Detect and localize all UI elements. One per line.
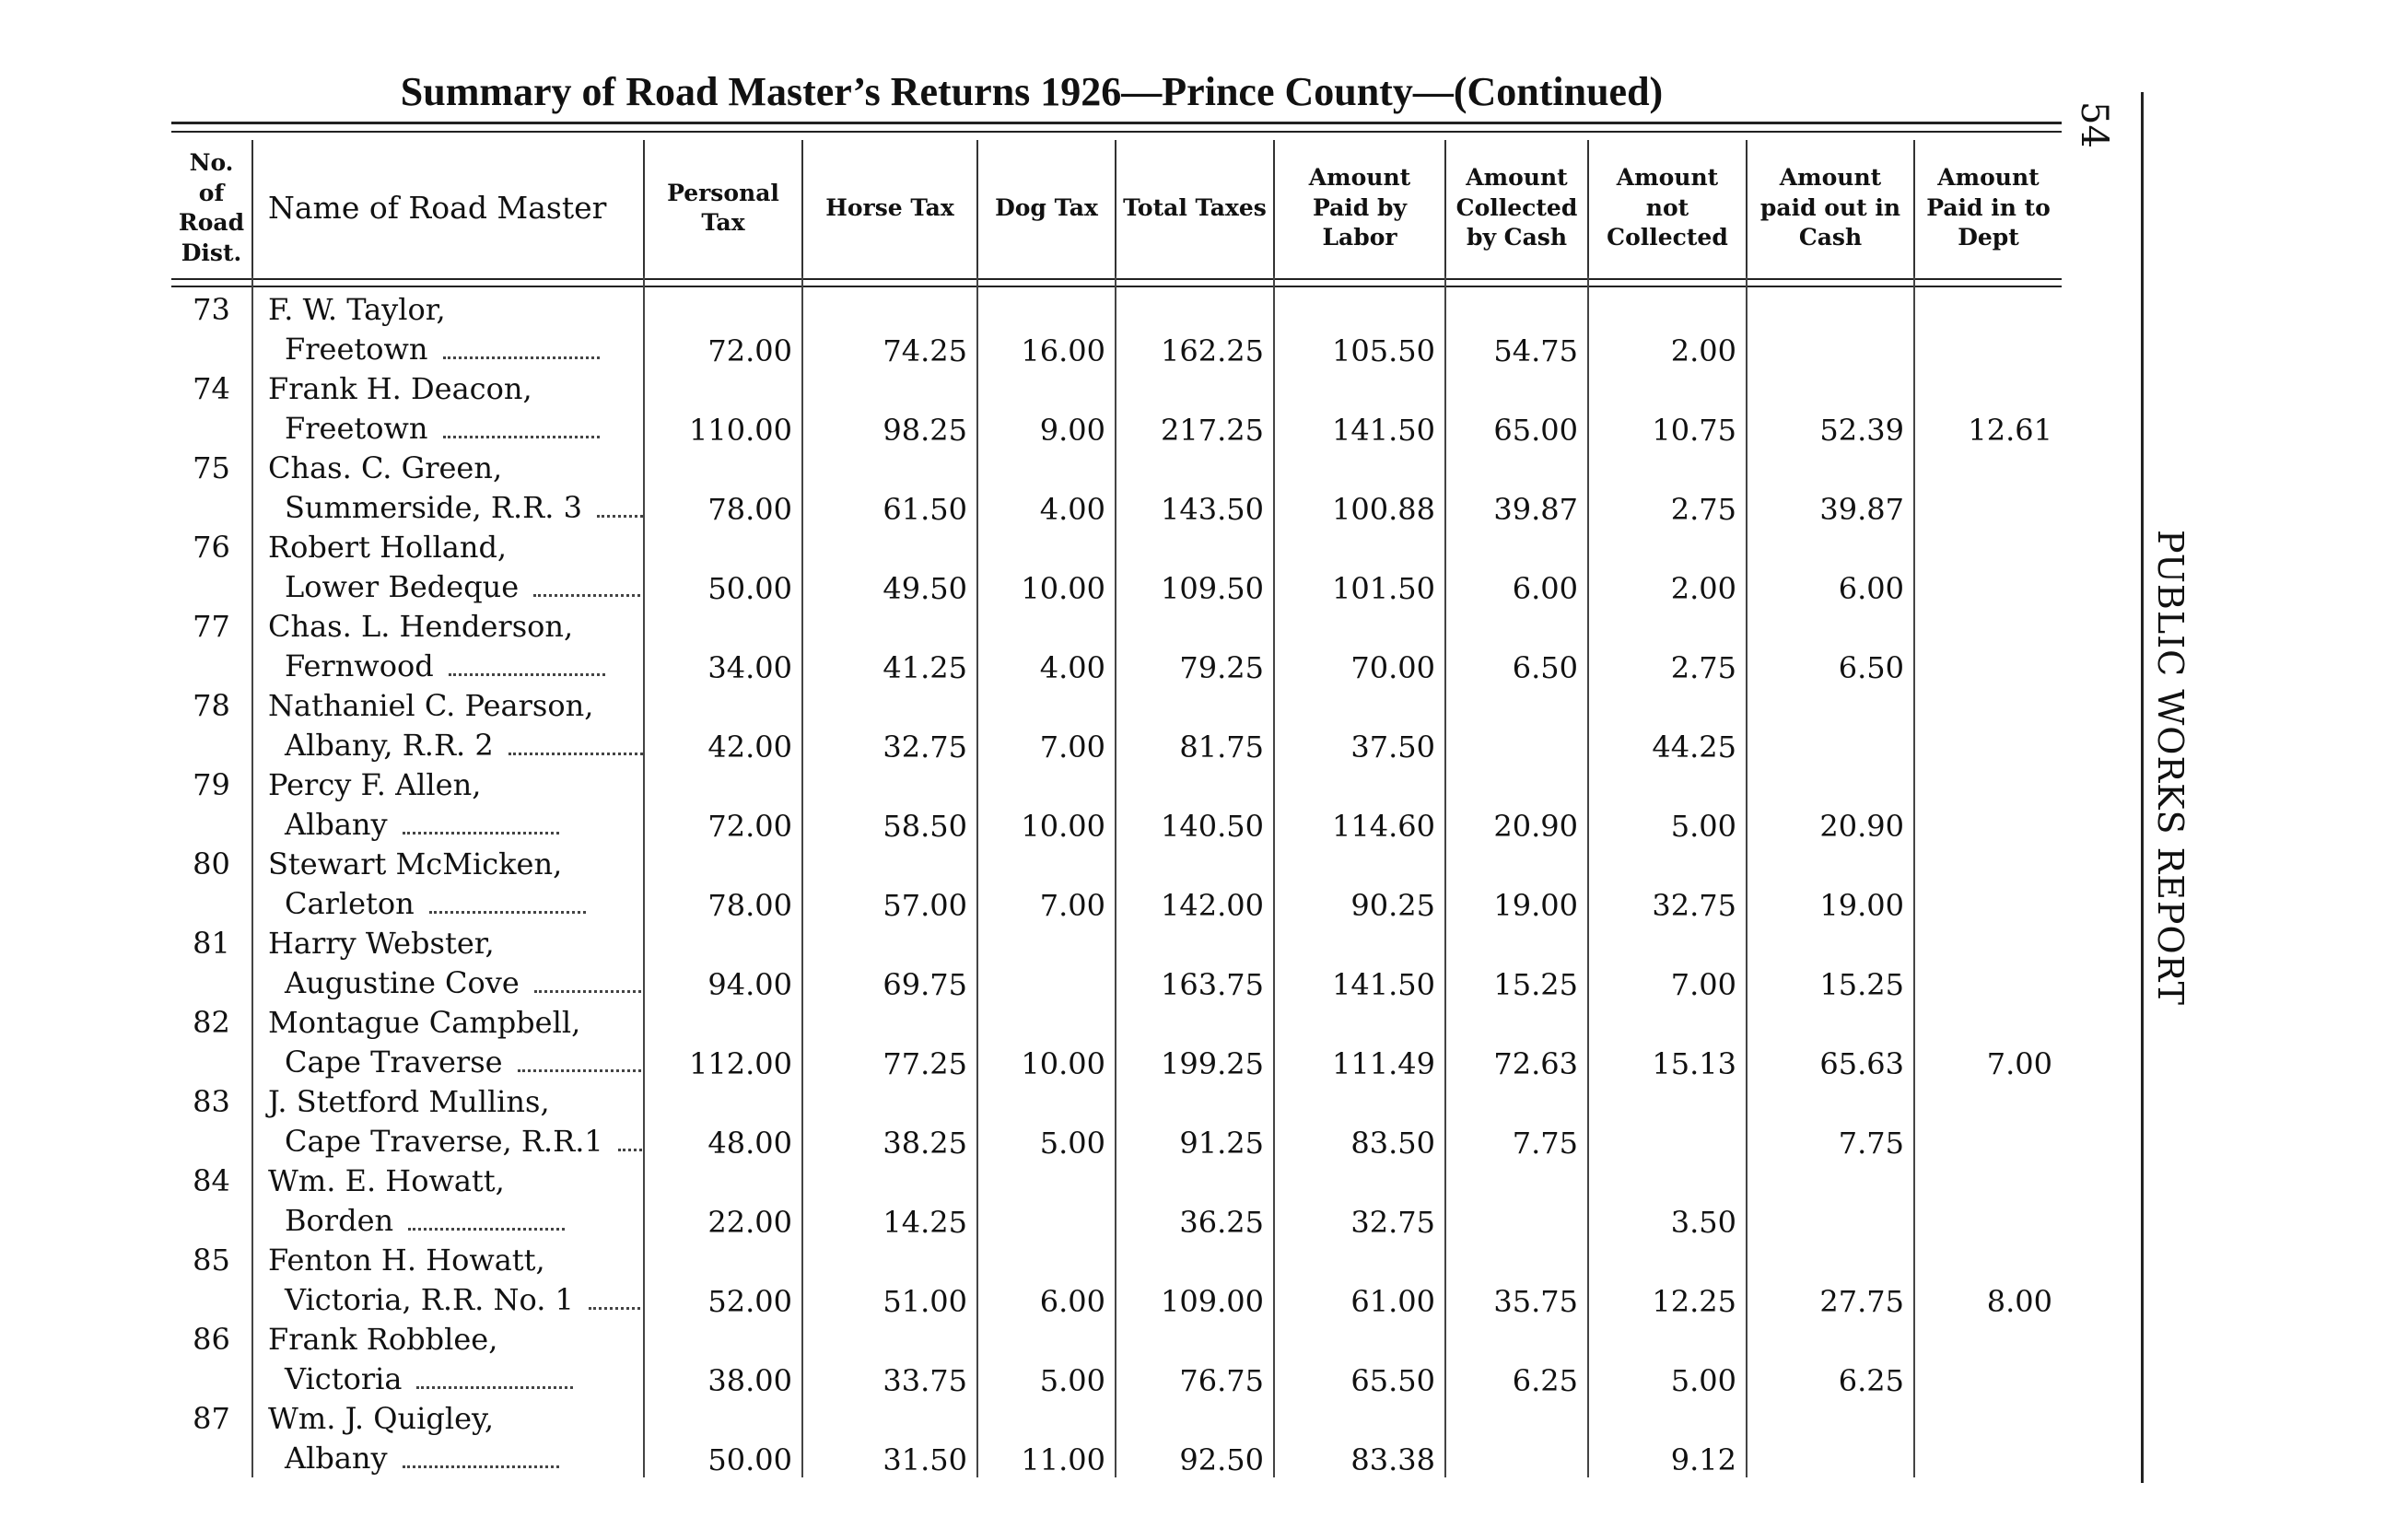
col-head-paid-out-cash: Amount paid out in Cash: [1747, 140, 1914, 276]
road-master-place: Summerside, R.R. 3: [285, 489, 582, 525]
cell-not-collected: 44.25: [1588, 725, 1747, 764]
col-head-dist: No. of Road Dist.: [171, 140, 252, 276]
cell-cash: [1445, 1200, 1588, 1240]
cell-not-collected: 5.00: [1588, 1359, 1747, 1398]
road-master-place: Carleton: [285, 885, 415, 921]
table-body: [171, 289, 2062, 1477]
cell-paid-out: [1747, 329, 1914, 368]
cell-total: 142.00: [1116, 883, 1274, 923]
road-master-name: Harry Webster,: [252, 923, 644, 963]
cell-not-collected: 7.00: [1588, 963, 1747, 1002]
top-double-rule-lower: [171, 131, 2062, 133]
cell-cash: [1445, 725, 1588, 764]
cell-paid-out: [1747, 1200, 1914, 1240]
table-row: [171, 606, 2062, 646]
margin-rule: [2141, 92, 2144, 1483]
cell-total: 109.50: [1116, 566, 1274, 606]
cell-personal: 38.00: [644, 1359, 802, 1398]
cell-cash: 15.25: [1445, 963, 1588, 1002]
page-number: 54: [2073, 101, 2115, 148]
cell-personal: 78.00: [644, 883, 802, 923]
road-district-number: 80: [171, 844, 252, 883]
road-district-number: 74: [171, 368, 252, 408]
cell-paid-dept: 7.00: [1986, 1046, 2052, 1081]
table-row-values: [171, 725, 2062, 764]
cell-personal: 22.00: [644, 1200, 802, 1240]
dot-leader: [534, 986, 644, 993]
table-row: [171, 685, 2062, 725]
cell-paid-out: [1747, 725, 1914, 764]
table-row-values: [171, 646, 2062, 685]
road-district-number: 81: [171, 923, 252, 963]
road-master-name: Wm. J. Quigley,: [252, 1398, 644, 1438]
cell-paid-dept: [1914, 804, 2062, 844]
cell-cash: 54.75: [1445, 329, 1588, 368]
road-district-number: 79: [171, 764, 252, 804]
cell-labor: 83.50: [1274, 1121, 1445, 1161]
cell-cash: 65.00: [1445, 408, 1588, 448]
cell-personal: 112.00: [644, 1042, 802, 1081]
cell-cash: 20.90: [1445, 804, 1588, 844]
running-head: PUBLIC WORKS REPORT: [2150, 530, 2191, 1006]
road-master-place: Albany: [285, 1440, 388, 1476]
cell-total: 217.25: [1116, 408, 1274, 448]
road-master-place: Victoria, R.R. No. 1: [285, 1281, 574, 1317]
road-master-place: Lower Bedeque: [285, 568, 520, 604]
cell-paid-dept: [1914, 725, 2062, 764]
road-master-place: Cape Traverse, R.R.1: [285, 1123, 603, 1159]
cell-total: 76.75: [1116, 1359, 1274, 1398]
table-row: [171, 923, 2062, 963]
cell-cash: 6.50: [1445, 646, 1588, 685]
table-row: [171, 1319, 2062, 1359]
cell-not-collected: 12.25: [1588, 1279, 1747, 1319]
cell-paid-out: [1747, 1438, 1914, 1477]
cell-dog: 5.00: [977, 1359, 1116, 1398]
cell-dog: 5.00: [977, 1121, 1116, 1161]
cell-total: 109.00: [1116, 1279, 1274, 1319]
road-district-number: 86: [171, 1319, 252, 1359]
cell-paid-out: 15.25: [1747, 963, 1914, 1002]
cell-total: 79.25: [1116, 646, 1274, 685]
cell-dog: 4.00: [977, 487, 1116, 527]
cell-dog: 6.00: [977, 1279, 1116, 1319]
top-double-rule-upper: [171, 122, 2062, 124]
cell-cash: 7.75: [1445, 1121, 1588, 1161]
table-row-values: [171, 804, 2062, 844]
table-row: [171, 1161, 2062, 1200]
cell-cash: 19.00: [1445, 883, 1588, 923]
cell-personal: 50.00: [644, 566, 802, 606]
cell-horse: 32.75: [802, 725, 977, 764]
cell-horse: 38.25: [802, 1121, 977, 1161]
cell-horse: 51.00: [802, 1279, 977, 1319]
col-head-name: Name of Road Master: [252, 140, 644, 276]
dot-leader: [403, 828, 559, 835]
table-row-values: [171, 408, 2062, 448]
table-row-values: [171, 1042, 2062, 1081]
page-title: Summary of Road Master’s Returns 1926—Prince County—(Continued): [400, 69, 1664, 114]
cell-personal: 78.00: [644, 487, 802, 527]
table-row: [171, 1081, 2062, 1121]
cell-paid-dept: [1914, 883, 2062, 923]
table-row-values: [171, 329, 2062, 368]
cell-paid-out: 65.63: [1747, 1042, 1914, 1081]
col-head-paid-to-dept: Amount Paid in to Dept: [1926, 164, 2051, 251]
cell-dog: 11.00: [977, 1438, 1116, 1477]
cell-paid-out: 7.75: [1747, 1121, 1914, 1161]
cell-personal: 34.00: [644, 646, 802, 685]
cell-total: 91.25: [1116, 1121, 1274, 1161]
road-district-number: 85: [171, 1240, 252, 1279]
cell-cash: 35.75: [1445, 1279, 1588, 1319]
cell-paid-dept: [1914, 1121, 2062, 1161]
cell-not-collected: 2.00: [1588, 329, 1747, 368]
table-row-values: [171, 1121, 2062, 1161]
road-master-place: Victoria: [285, 1360, 403, 1396]
cell-dog: [977, 1200, 1116, 1240]
cell-labor: 105.50: [1274, 329, 1445, 368]
cell-not-collected: 2.75: [1588, 487, 1747, 527]
table-row-values: [171, 963, 2062, 1002]
road-master-place: Cape Traverse: [285, 1044, 503, 1080]
cell-paid-dept: [1914, 646, 2062, 685]
table-row-values: [171, 1200, 2062, 1240]
cell-horse: 49.50: [802, 566, 977, 606]
table-row: [171, 764, 2062, 804]
cell-labor: 100.88: [1274, 487, 1445, 527]
cell-not-collected: 3.50: [1588, 1200, 1747, 1240]
road-master-name: Montague Campbell,: [252, 1002, 644, 1042]
road-master-name: F. W. Taylor,: [252, 289, 644, 329]
road-master-name: Percy F. Allen,: [252, 764, 644, 804]
cell-paid-dept: [1914, 1200, 2062, 1240]
table-row: [171, 448, 2062, 487]
cell-personal: 72.00: [644, 804, 802, 844]
cell-paid-out: 6.00: [1747, 566, 1914, 606]
cell-horse: 61.50: [802, 487, 977, 527]
road-master-place: Augustine Cove: [285, 964, 520, 1000]
cell-personal: 52.00: [644, 1279, 802, 1319]
road-district-number: 76: [171, 527, 252, 566]
dot-leader: [589, 1303, 644, 1310]
cell-paid-dept: [1914, 1438, 2062, 1477]
road-master-returns-table: [171, 140, 2062, 1477]
cell-cash: 6.25: [1445, 1359, 1588, 1398]
road-master-place: Freetown: [285, 331, 428, 367]
cell-horse: 31.50: [802, 1438, 977, 1477]
cell-horse: 41.25: [802, 646, 977, 685]
road-master-name: Frank Robblee,: [252, 1319, 644, 1359]
cell-labor: 111.49: [1274, 1042, 1445, 1081]
cell-dog: 7.00: [977, 725, 1116, 764]
cell-total: 199.25: [1116, 1042, 1274, 1081]
table-row-values: [171, 566, 2062, 606]
cell-horse: 33.75: [802, 1359, 977, 1398]
dot-leader: [443, 353, 600, 359]
road-district-number: 83: [171, 1081, 252, 1121]
road-district-number: 87: [171, 1398, 252, 1438]
road-master-name: Chas. C. Green,: [252, 448, 644, 487]
cell-horse: 14.25: [802, 1200, 977, 1240]
dot-leader: [443, 432, 600, 438]
cell-not-collected: 2.00: [1588, 566, 1747, 606]
cell-labor: 141.50: [1274, 408, 1445, 448]
road-district-number: 84: [171, 1161, 252, 1200]
cell-dog: [977, 963, 1116, 1002]
road-master-name: Wm. E. Howatt,: [252, 1161, 644, 1200]
road-master-place: Freetown: [285, 410, 428, 446]
table-row-values: [171, 883, 2062, 923]
cell-personal: 48.00: [644, 1121, 802, 1161]
road-master-name: Fenton H. Howatt,: [252, 1240, 644, 1279]
cell-labor: 70.00: [1274, 646, 1445, 685]
cell-dog: 9.00: [977, 408, 1116, 448]
cell-total: 143.50: [1116, 487, 1274, 527]
cell-paid-dept: [1914, 963, 2062, 1002]
table-row: [171, 368, 2062, 408]
cell-labor: 61.00: [1274, 1279, 1445, 1319]
cell-not-collected: 9.12: [1588, 1438, 1747, 1477]
cell-not-collected: [1588, 1121, 1747, 1161]
col-head-not-collected: Amount not Collected: [1588, 140, 1747, 276]
table-row: [171, 844, 2062, 883]
col-head-total-taxes: Total Taxes: [1116, 140, 1274, 276]
road-master-name: Robert Holland,: [252, 527, 644, 566]
cell-labor: 114.60: [1274, 804, 1445, 844]
road-master-place: Fernwood: [285, 648, 434, 683]
road-district-number: 77: [171, 606, 252, 646]
road-master-name: Chas. L. Henderson,: [252, 606, 644, 646]
cell-personal: 42.00: [644, 725, 802, 764]
table-row: [171, 1240, 2062, 1279]
col-head-personal-tax: Personal Tax: [644, 140, 802, 276]
road-master-place: Borden: [285, 1202, 394, 1238]
road-master-name: Nathaniel C. Pearson,: [252, 685, 644, 725]
dot-leader: [429, 907, 586, 914]
cell-horse: 98.25: [802, 408, 977, 448]
road-district-number: 73: [171, 289, 252, 329]
cell-total: 36.25: [1116, 1200, 1274, 1240]
dot-leader: [416, 1383, 573, 1389]
cell-personal: 94.00: [644, 963, 802, 1002]
cell-personal: 50.00: [644, 1438, 802, 1477]
cell-dog: 4.00: [977, 646, 1116, 685]
road-master-name: J. Stetford Mullins,: [252, 1081, 644, 1121]
cell-paid-out: 20.90: [1747, 804, 1914, 844]
header-row: [171, 140, 2062, 276]
cell-not-collected: 32.75: [1588, 883, 1747, 923]
cell-labor: 101.50: [1274, 566, 1445, 606]
cell-cash: 72.63: [1445, 1042, 1588, 1081]
cell-paid-dept: [1914, 1359, 2062, 1398]
road-district-number: 82: [171, 1002, 252, 1042]
cell-cash: 39.87: [1445, 487, 1588, 527]
cell-horse: 69.75: [802, 963, 977, 1002]
cell-personal: 72.00: [644, 329, 802, 368]
cell-total: 163.75: [1116, 963, 1274, 1002]
cell-dog: 16.00: [977, 329, 1116, 368]
col-head-collected-by-cash: Amount Collected by Cash: [1445, 140, 1588, 276]
cell-horse: 57.00: [802, 883, 977, 923]
cell-paid-out: 6.25: [1747, 1359, 1914, 1398]
table-row: [171, 527, 2062, 566]
table-row: [171, 289, 2062, 329]
cell-labor: 90.25: [1274, 883, 1445, 923]
cell-total: 81.75: [1116, 725, 1274, 764]
cell-cash: 6.00: [1445, 566, 1588, 606]
dot-leader: [518, 1066, 644, 1072]
cell-paid-out: 27.75: [1747, 1279, 1914, 1319]
table-row: [171, 1398, 2062, 1438]
table-row-values: [171, 1359, 2062, 1398]
cell-labor: 37.50: [1274, 725, 1445, 764]
cell-not-collected: 15.13: [1588, 1042, 1747, 1081]
cell-paid-dept: 8.00: [1986, 1284, 2052, 1319]
cell-labor: 65.50: [1274, 1359, 1445, 1398]
cell-horse: 58.50: [802, 804, 977, 844]
table-row: [171, 1002, 2062, 1042]
cell-labor: 83.38: [1274, 1438, 1445, 1477]
dot-leader: [533, 590, 644, 597]
cell-paid-out: 19.00: [1747, 883, 1914, 923]
cell-total: 140.50: [1116, 804, 1274, 844]
road-master-place: Albany: [285, 806, 388, 842]
road-master-name: Stewart McMicken,: [252, 844, 644, 883]
table-row-values: [171, 487, 2062, 527]
cell-dog: 7.00: [977, 883, 1116, 923]
cell-not-collected: 2.75: [1588, 646, 1747, 685]
cell-not-collected: 10.75: [1588, 408, 1747, 448]
dot-leader: [408, 1224, 565, 1231]
cell-labor: 141.50: [1274, 963, 1445, 1002]
col-head-horse-tax: Horse Tax: [802, 140, 977, 276]
cell-paid-dept: [1914, 566, 2062, 606]
cell-paid-dept: 12.61: [1968, 413, 2052, 448]
table-row-values: [171, 1438, 2062, 1477]
cell-paid-dept: [1914, 487, 2062, 527]
cell-paid-dept: [1914, 329, 2062, 368]
cell-horse: 74.25: [802, 329, 977, 368]
dot-leader: [449, 670, 605, 676]
road-district-number: 75: [171, 448, 252, 487]
cell-cash: [1445, 1438, 1588, 1477]
cell-total: 162.25: [1116, 329, 1274, 368]
cell-dog: 10.00: [977, 1042, 1116, 1081]
table-row-values: [171, 1279, 2062, 1319]
cell-total: 92.50: [1116, 1438, 1274, 1477]
dot-leader: [618, 1145, 644, 1151]
cell-dog: 10.00: [977, 804, 1116, 844]
dot-leader: [597, 511, 644, 518]
dot-leader: [508, 749, 644, 755]
cell-dog: 10.00: [977, 566, 1116, 606]
road-master-name: Frank H. Deacon,: [252, 368, 644, 408]
road-master-place: Albany, R.R. 2: [285, 727, 494, 763]
cell-labor: 32.75: [1274, 1200, 1445, 1240]
road-district-number: 78: [171, 685, 252, 725]
cell-horse: 77.25: [802, 1042, 977, 1081]
col-head-paid-by-labor: Amount Paid by Labor: [1274, 140, 1445, 276]
cell-not-collected: 5.00: [1588, 804, 1747, 844]
cell-personal: 110.00: [644, 408, 802, 448]
col-head-dog-tax: Dog Tax: [977, 140, 1116, 276]
dot-leader: [403, 1462, 559, 1468]
cell-paid-out: 39.87: [1747, 487, 1914, 527]
cell-paid-out: 6.50: [1747, 646, 1914, 685]
cell-paid-out: 52.39: [1747, 408, 1914, 448]
